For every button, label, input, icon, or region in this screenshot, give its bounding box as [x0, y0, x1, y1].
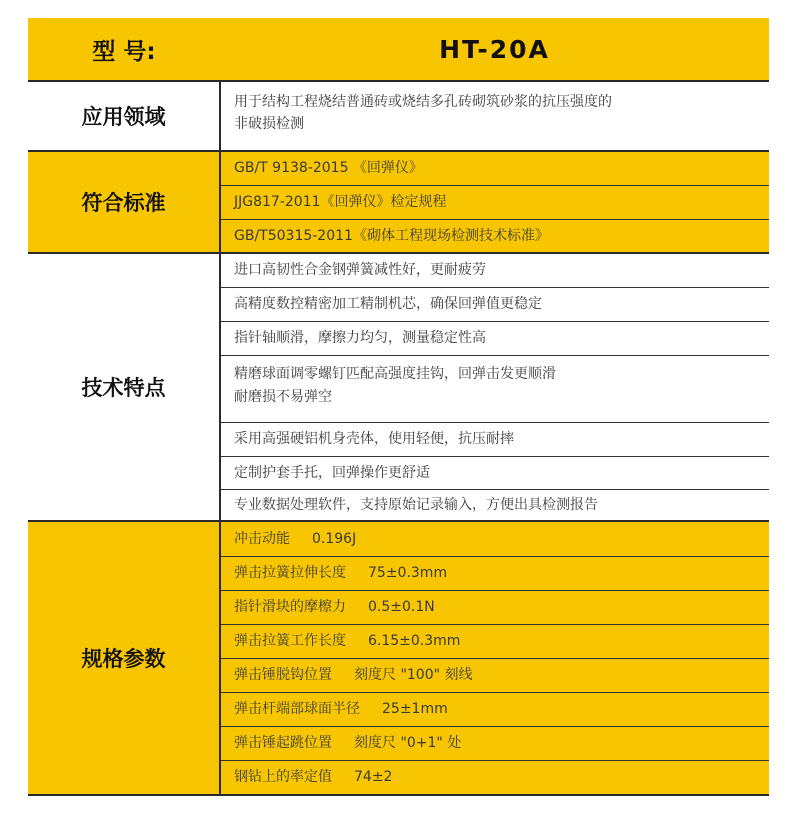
standard-item: JJG817-2011《回弹仪》检定规程	[234, 194, 447, 210]
feature-item: 高精度数控精密加工精制机芯，确保回弹值更稳定	[234, 296, 542, 312]
spec-row	[234, 727, 764, 760]
spec-row	[234, 591, 764, 624]
spec-key: 弹击锤脱钩位置	[234, 667, 332, 683]
spec-key: 冲击动能	[234, 530, 290, 547]
feature-item: 采用高强硬铝机身壳体，使用轻便，抗压耐摔	[234, 431, 514, 447]
column-divider	[219, 80, 221, 796]
feature-item: 定制护套手托，回弹操作更舒适	[234, 464, 430, 481]
spec-key: 钢钻上的率定值	[234, 769, 332, 785]
model-label: 型 号:	[92, 38, 156, 65]
feature-item: 耐磨损不易弹空	[234, 389, 332, 405]
application-line-1: 用于结构工程烧结普通砖或烧结多孔砖砌筑砂浆的抗压强度的	[234, 94, 612, 110]
feature-item: 精磨球面调零螺钉匹配高强度挂钩，回弹击发更顺滑	[234, 366, 556, 382]
spec-row	[234, 761, 764, 794]
spec-value: 6.15±0.3mm	[368, 633, 461, 649]
application-line-2: 非破损检测	[234, 116, 304, 132]
spec-value: 74±2	[354, 769, 393, 785]
feature-item: 专业数据处理软件，支持原始记录输入，方便出具检测报告	[234, 496, 598, 513]
spec-value: 刻度尺 "0+1" 处	[354, 735, 462, 751]
header-band	[28, 18, 769, 80]
spec-row	[234, 557, 764, 590]
spec-row	[234, 659, 764, 692]
spec-value: 0.196J	[312, 530, 357, 547]
section-label-features: 技术特点	[81, 376, 166, 400]
section-label-standards: 符合标准	[81, 191, 166, 215]
spec-value: 0.5±0.1N	[368, 599, 435, 615]
spec-key: 指针滑块的摩檫力	[234, 599, 346, 615]
feature-item: 进口高韧性合金钢弹簧减性好，更耐疲劳	[234, 262, 486, 278]
spec-key: 弹击拉簧拉伸长度	[234, 565, 346, 581]
feature-item: 指针轴顺滑，摩擦力均匀，测量稳定性高	[234, 330, 486, 346]
divider	[220, 355, 769, 356]
spec-key: 弹击拉簧工作长度	[234, 633, 346, 649]
spec-value: 75±0.3mm	[368, 565, 448, 581]
section-label-application: 应用领域	[81, 105, 166, 129]
section-label-specs: 规格参数	[81, 647, 166, 671]
spec-value: 刻度尺 "100" 刻线	[354, 667, 473, 683]
divider	[28, 794, 769, 796]
spec-row	[234, 693, 764, 726]
spec-value: 25±1mm	[382, 701, 448, 717]
spec-row	[234, 522, 764, 556]
standard-item: GB/T 9138-2015 《回弹仪》	[234, 160, 423, 176]
spec-sheet	[28, 18, 769, 798]
model-number: HT-20A	[439, 34, 550, 64]
spec-key: 弹击锤起跳位置	[234, 735, 332, 751]
spec-row	[234, 625, 764, 658]
spec-key: 弹击杆端部球面半径	[234, 701, 360, 717]
standard-item: GB/T50315-2011《砌体工程现场检测技术标准》	[234, 227, 549, 244]
